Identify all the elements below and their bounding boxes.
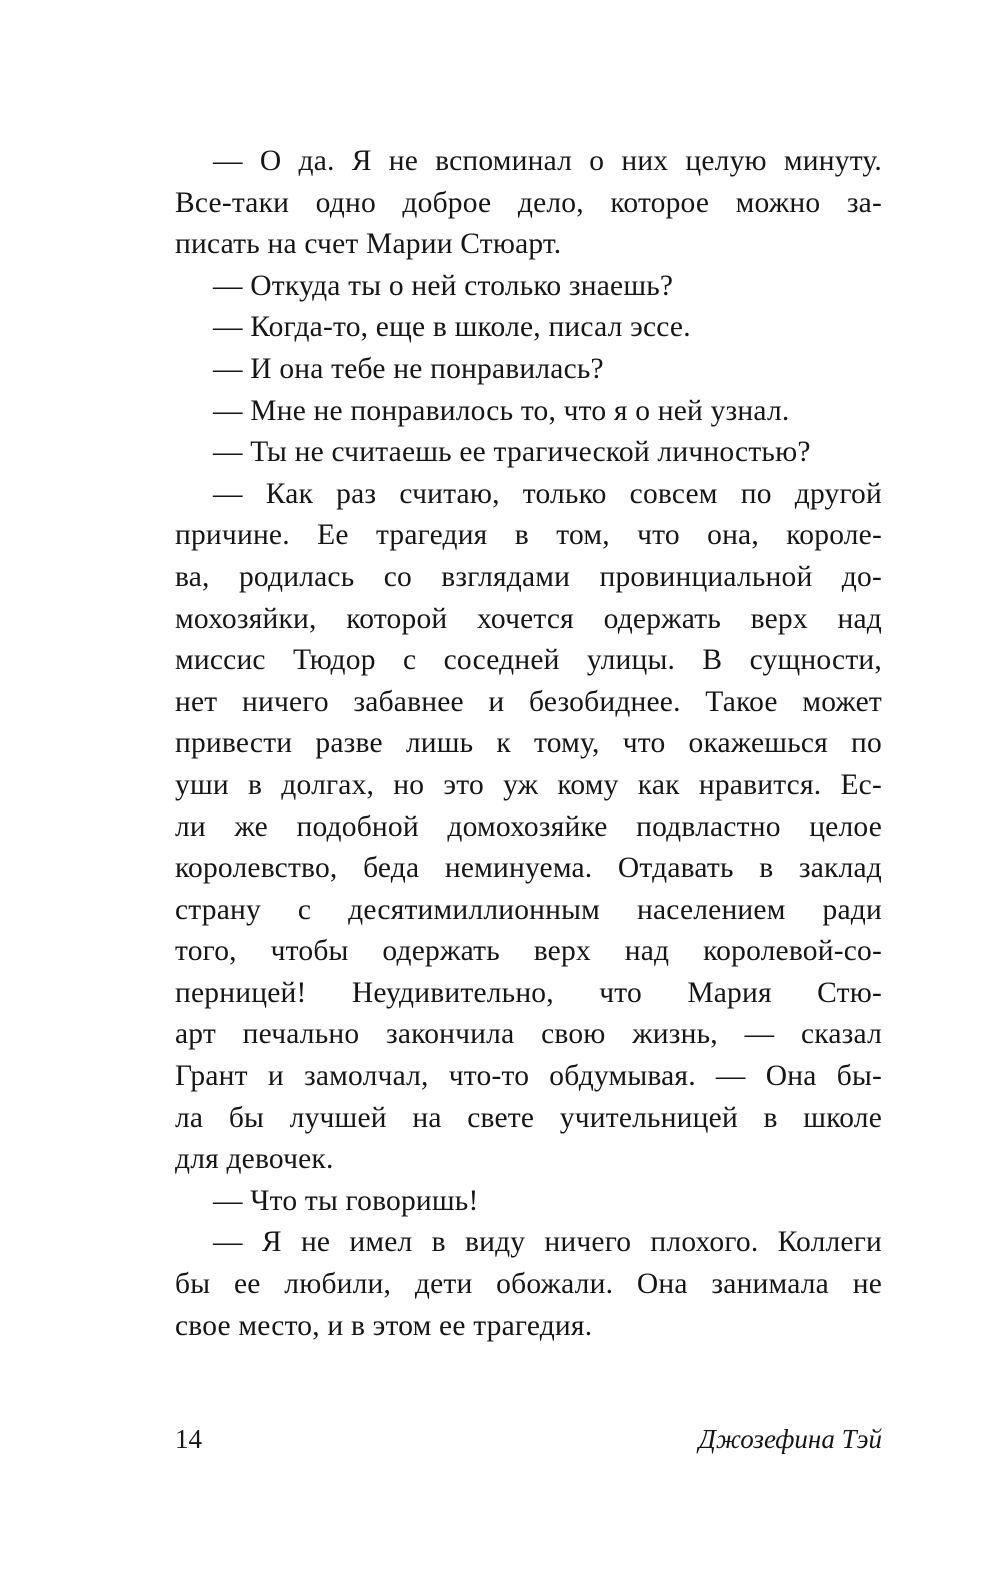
- text-line: причине. Ее трагедия в том, что она, короле-: [175, 519, 882, 552]
- text-line: королевство, беда неминуема. Отдавать в заклад: [175, 852, 882, 885]
- running-title: Джозефина Тэй: [698, 1424, 882, 1454]
- text-line: — О да. Я не вспоминал о них целую минуту.: [213, 145, 882, 177]
- page-number: 14: [175, 1424, 202, 1454]
- text-line: — Что ты говоришь!: [213, 1184, 479, 1217]
- text-line: — Мне не понравилось то, что я о ней узнал.: [213, 394, 790, 427]
- text-line: — Я не имел в виду ничего плохого. Коллеги: [213, 1226, 882, 1259]
- text-line: ли же подобной домохозяйке подвластно целое: [175, 810, 882, 843]
- text-line: миссис Тюдор с соседней улицы. В сущности,: [175, 644, 882, 677]
- text-line: уши в долгах, но это уж кому как нравится. Ес-: [175, 768, 882, 801]
- text-line: того, чтобы одержать верх над королевой-со-: [175, 935, 882, 968]
- text-line: — И она тебе не понравилась?: [213, 352, 604, 385]
- text-line: свое место, и в этом ее трагедия.: [175, 1309, 593, 1342]
- text-line: ла бы лучшей на свете учительницей в школе: [175, 1101, 882, 1134]
- text-line: перницей! Неудивительно, что Мария Стю-: [175, 976, 882, 1009]
- text-line: Грант и замолчал, что-то обдумывая. — Она бы-: [175, 1060, 882, 1093]
- text-line: бы ее любили, дети обожали. Она занимала не: [175, 1268, 882, 1301]
- text-line: — Ты не считаешь ее трагической личностью?: [213, 436, 811, 469]
- text-line: арт печально закончила свою жизнь, — сказал: [175, 1018, 882, 1051]
- text-line: — Когда-то, еще в школе, писал эссе.: [213, 311, 691, 344]
- text-line: писать на счет Марии Стюарт.: [175, 228, 562, 261]
- text-line: привести разве лишь к тому, что окажешься по: [175, 727, 882, 760]
- text-line: страну с десятимиллионным населением ради: [175, 893, 882, 926]
- text-line: Все-таки одно доброе дело, которое можно за-: [175, 186, 882, 219]
- text-line: для девочек.: [175, 1143, 334, 1176]
- text-line: — Как раз считаю, только совсем по другой: [213, 477, 882, 510]
- text-block: [175, 141, 882, 1347]
- text-line: мохозяйки, которой хочется одержать верх над: [175, 602, 882, 635]
- text-line: ва, родилась со взглядами провинциальной до-: [175, 560, 882, 593]
- page-footer: [175, 1422, 882, 1456]
- text-line: нет ничего забавнее и безобиднее. Такое может: [175, 685, 882, 718]
- text-line: — Откуда ты о ней столько знаешь?: [213, 269, 674, 302]
